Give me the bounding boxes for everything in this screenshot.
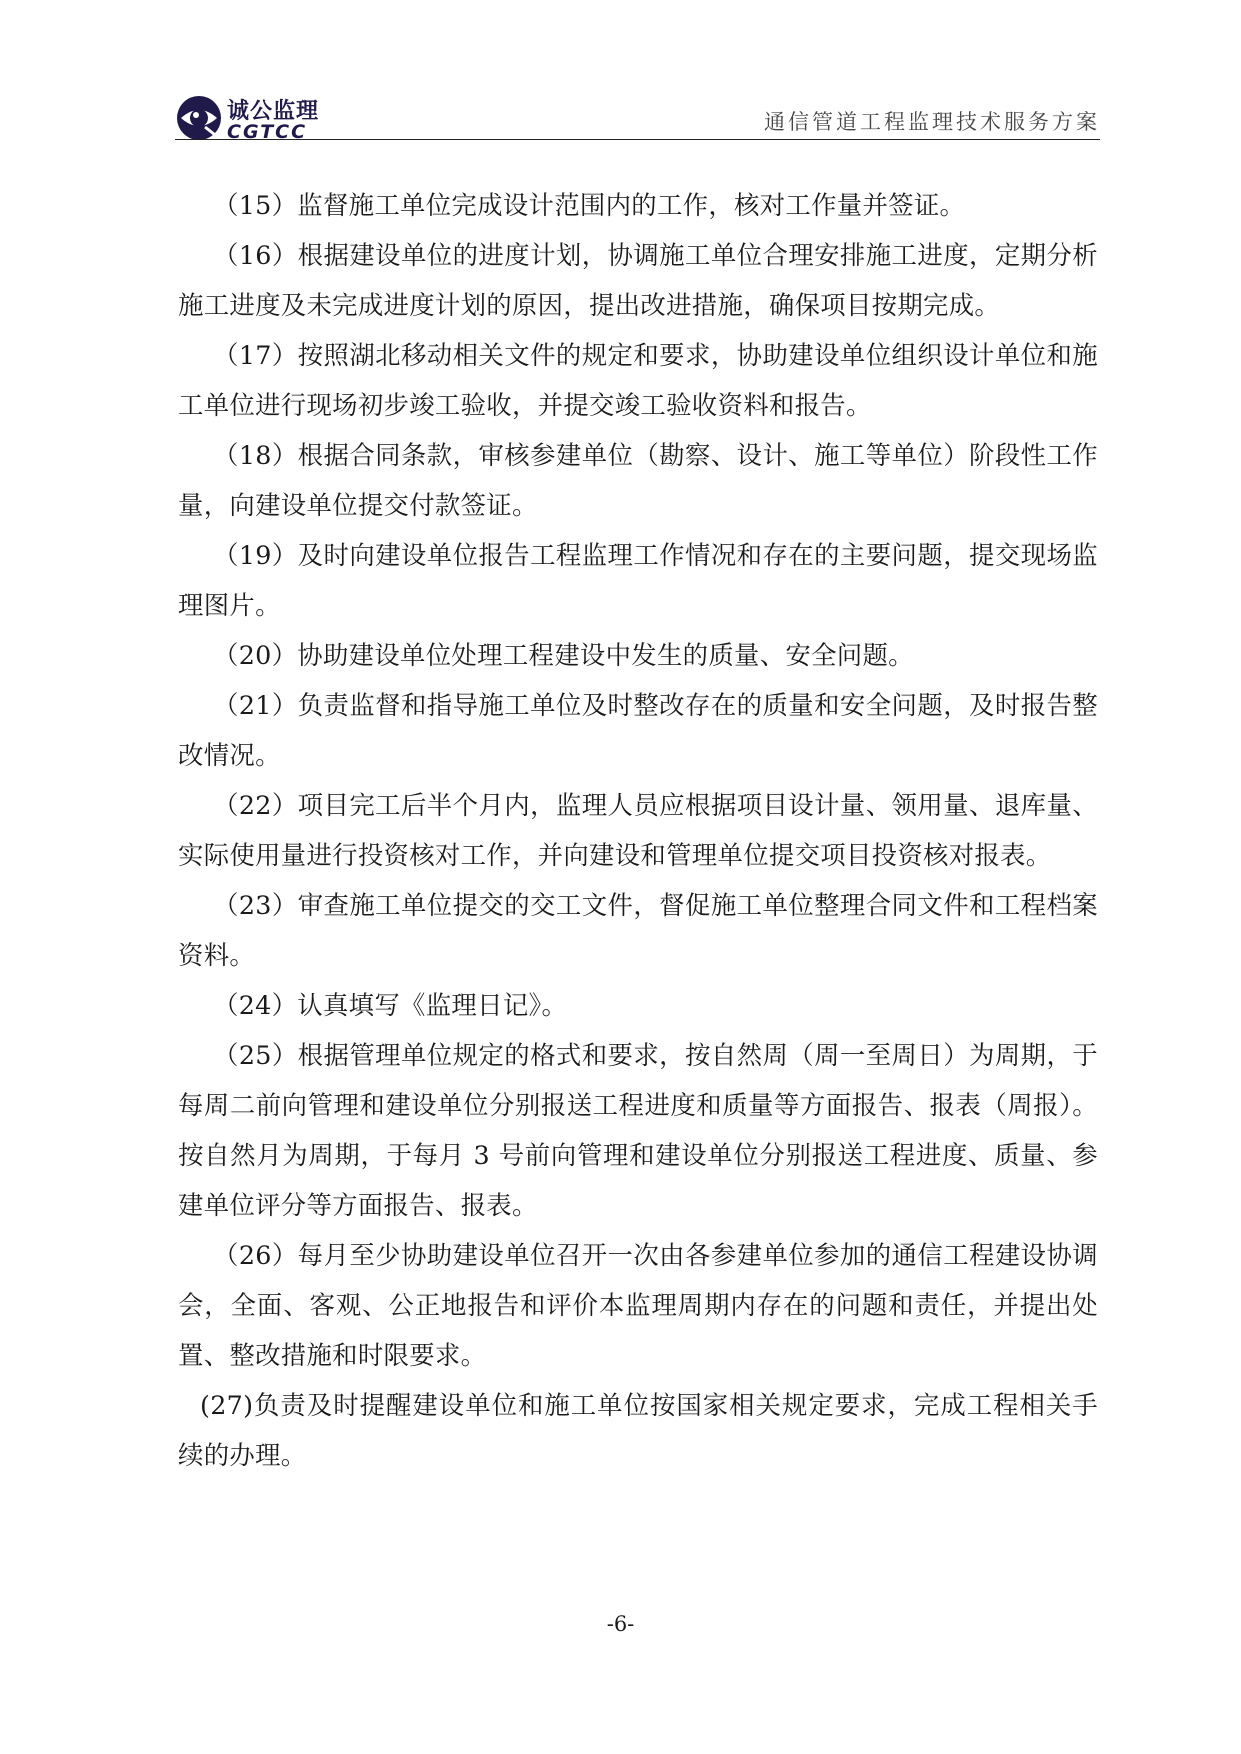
paragraph-item-22: （22）项目完工后半个月内，监理人员应根据项目设计量、领用量、退库量、实际使用量进行投资核对工作，并向建设和管理单位提交项目投资核对报表。 <box>178 790 1098 870</box>
paragraph-item-18: （18）根据合同条款，审核参建单位（勘察、设计、施工等单位）阶段性工作量，向建设单位提交付款签证。 <box>178 440 1098 520</box>
logo-english-text: CGTCC <box>227 121 308 143</box>
logo-chinese-text: 诚公监理 <box>227 99 320 124</box>
company-logo <box>175 92 335 146</box>
paragraph-item-27: (27)负责及时提醒建设单位和施工单位按国家相关规定要求，完成工程相关手续的办理。 <box>178 1390 1098 1470</box>
paragraph-item-15: （15）监督施工单位完成设计范围内的工作，核对工作量并签证。 <box>213 190 966 220</box>
page-number: -6- <box>606 1612 635 1636</box>
paragraph-item-24: （24）认真填写《监理日记》。 <box>213 990 568 1020</box>
eye-logo-icon <box>175 94 223 142</box>
paragraph-item-20: （20）协助建设单位处理工程建设中发生的质量、安全问题。 <box>213 640 914 670</box>
paragraph-item-16: （16）根据建设单位的进度计划，协调施工单位合理安排施工进度，定期分析施工进度及未完成进度计划的原因，提出改进措施，确保项目按期完成。 <box>178 240 1098 320</box>
paragraph-item-25: （25）根据管理单位规定的格式和要求，按自然周（周一至周日）为周期，于每周二前向管理和建设单位分别报送工程进度和质量等方面报告、报表（周报）。按自然月为周期，于每月 3 号前向管理和建设单位分别报送工程进度、质量、参建单位评分等方面报告、报表。 <box>178 1040 1098 1220</box>
document-body <box>178 180 1098 1480</box>
paragraph-item-26: （26）每月至少协助建设单位召开一次由各参建单位参加的通信工程建设协调会，全面、客观、公正地报告和评价本监理周期内存在的问题和责任，并提出处置、整改措施和时限要求。 <box>178 1240 1098 1370</box>
page-header <box>175 92 1100 146</box>
paragraph-item-21: （21）负责监督和指导施工单位及时整改存在的质量和安全问题，及时报告整改情况。 <box>178 690 1098 770</box>
paragraph-item-19: （19）及时向建设单位报告工程监理工作情况和存在的主要问题，提交现场监理图片。 <box>178 540 1098 620</box>
paragraph-item-17: （17）按照湖北移动相关文件的规定和要求，协助建设单位组织设计单位和施工单位进行现场初步竣工验收，并提交竣工验收资料和报告。 <box>178 340 1098 420</box>
document-title: 通信管道工程监理技术服务方案 <box>764 110 1100 134</box>
paragraph-item-23: （23）审查施工单位提交的交工文件，督促施工单位整理合同文件和工程档案资料。 <box>178 890 1098 970</box>
header-divider <box>175 139 1100 140</box>
